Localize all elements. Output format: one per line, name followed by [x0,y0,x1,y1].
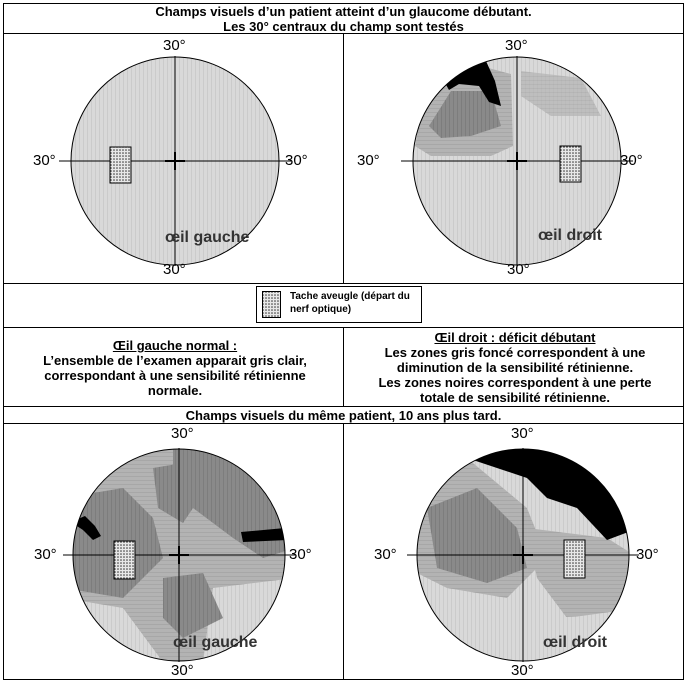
axis-label-bottom: 30° [511,662,534,679]
page-title [3,4,684,34]
description-left-heading: Œil gauche normal : [112,338,238,353]
blind-spot [114,541,135,579]
axis-label-left: 30° [357,152,380,169]
description-left [20,338,330,398]
description-right [360,330,670,405]
section-title: Champs visuels du même patient, 10 ans plus tard. [185,408,502,423]
column-divider [343,327,344,406]
description-right-heading: Œil droit : déficit débutant [434,330,596,345]
axis-label-left: 30° [34,546,57,563]
eye-label-right: œil droit [543,634,607,651]
axis-label-right: 30° [289,546,312,563]
eye-label-right: œil droit [538,227,602,244]
blind-spot [564,540,585,578]
axis-label-top: 30° [505,37,528,54]
axis-label-top: 30° [163,37,186,54]
axis-label-right: 30° [620,152,643,169]
visual-field-bottom-right [407,448,639,662]
row-divider [3,406,684,407]
axis-label-right: 30° [636,546,659,563]
legend-text: Tache aveugle (départ du nerf optique) [290,291,410,315]
axis-label-bottom: 30° [507,261,530,278]
visual-field-bottom-left [63,448,295,662]
axis-label-bottom: 30° [163,261,186,278]
axis-label-top: 30° [511,425,534,442]
axis-label-top: 30° [171,425,194,442]
description-right-body-1: Les zones gris foncé correspondent à une diminution de la sensibilité rétinienne. [384,345,646,375]
description-right-body-2: Les zones noires correspondent à une perte totale de sensibilité rétinienne. [378,375,652,405]
axis-label-bottom: 30° [171,662,194,679]
title-line-2: Les 30° centraux du champ sont testés [223,19,464,34]
description-left-body: L’ensemble de l’examen apparait gris clair, correspondant à une sensibilité rétinienne normale. [43,353,307,398]
axis-label-left: 30° [374,546,397,563]
title-line-1: Champs visuels d’un patient atteint d’un glaucome débutant. [155,4,532,19]
column-divider [343,33,344,283]
axis-label-left: 30° [33,152,56,169]
eye-label-left: œil gauche [173,634,258,651]
blind-spot [560,146,581,182]
eye-label-left: œil gauche [165,229,250,246]
axis-label-right: 30° [285,152,308,169]
blind-spot [110,147,131,183]
blind-spot-legend-swatch [262,291,282,319]
column-divider [343,423,344,680]
row-divider [3,283,684,284]
